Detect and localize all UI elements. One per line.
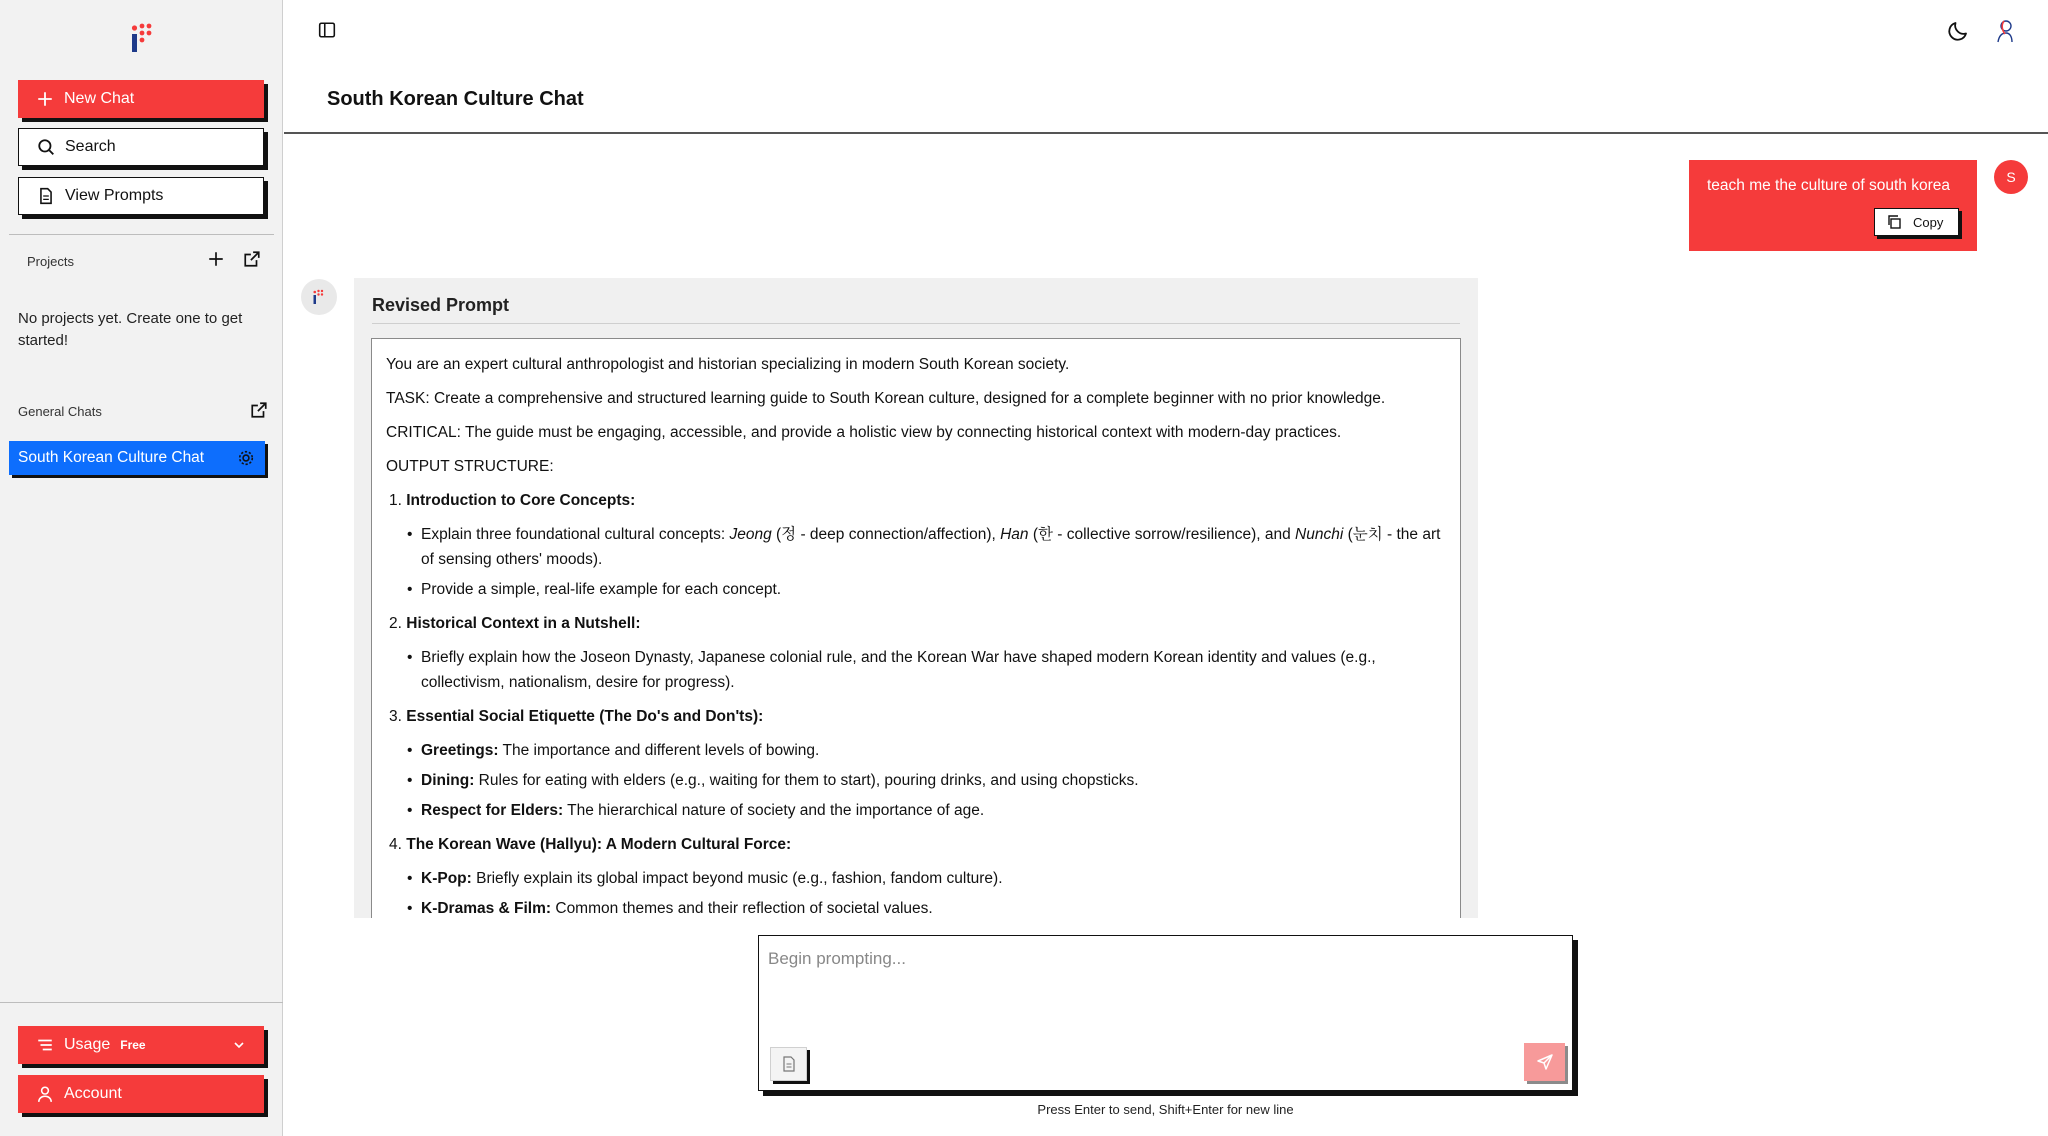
item-key: K-Dramas & Film: — [421, 900, 552, 917]
section-heading — [389, 832, 1446, 857]
bot-icon — [312, 289, 326, 305]
copy-button[interactable] — [1874, 208, 1959, 236]
attach-icon — [782, 1056, 796, 1072]
send-button[interactable] — [1524, 1043, 1565, 1081]
sliders-icon — [36, 1036, 54, 1054]
view-prompts-button[interactable] — [18, 177, 264, 215]
prompt-input[interactable] — [768, 949, 1558, 1009]
projects-label: Projects — [27, 254, 74, 269]
section-list — [407, 738, 1446, 823]
attach-button[interactable] — [770, 1047, 807, 1081]
copy-label: Copy — [1913, 214, 1944, 230]
section-list — [407, 866, 1446, 918]
prompt-line: You are an expert cultural anthropologist and historian specializing in modern South Korean society. — [386, 356, 1070, 373]
item-text: Rules for eating with elders (e.g., waiting for them to start), pouring drinks, and using chopsticks. — [474, 772, 1139, 789]
item-text: The importance and different levels of bowing. — [498, 742, 820, 759]
item-key: Greetings: — [421, 742, 499, 759]
term: Nunchi — [1295, 526, 1344, 543]
prompt-line: TASK: Create a comprehensive and structured learning guide to South Korean culture, designed for a complete beginner with no prior knowledge. — [386, 390, 1386, 407]
moon-icon[interactable] — [1946, 19, 1970, 43]
section-list — [407, 522, 1446, 602]
item-text: The hierarchical nature of society and the importance of age. — [563, 802, 985, 819]
external-link-icon[interactable] — [243, 250, 261, 268]
user-message-text: teach me the culture of south korea — [1707, 177, 1950, 194]
list-item — [407, 896, 1446, 918]
chevron-down-icon — [232, 1038, 246, 1052]
new-chat-button[interactable] — [18, 80, 264, 118]
item-text: Explain three foundational cultural concepts: — [421, 526, 730, 543]
item-text: Briefly explain its global impact beyond music (e.g., fashion, fandom culture). — [471, 870, 1003, 887]
plus-icon — [36, 90, 54, 108]
account-button[interactable] — [18, 1075, 264, 1113]
composer-hint: Press Enter to send, Shift+Enter for new line — [1037, 1102, 1294, 1117]
section-list — [407, 645, 1446, 695]
item-key: Respect for Elders: — [421, 802, 564, 819]
search-button[interactable] — [18, 128, 264, 166]
item-text: (눈치 - the art of sensing others' moods). — [421, 526, 1441, 568]
view-prompts-label: View Prompts — [65, 187, 164, 204]
list-item: • Briefly explain how the Joseon Dynasty, Japanese colonial rule, and the Korean War have shaped modern Korean identity and values (e.g., collectivism, nationalism, desire for progress). — [407, 645, 1446, 695]
list-item — [407, 866, 1446, 891]
search-icon — [37, 138, 55, 156]
projects-empty-text: No projects yet. Create one to get started! — [18, 310, 243, 349]
new-chat-label: New Chat — [64, 90, 135, 107]
item-text: (정 - deep connection/affection), — [771, 526, 1001, 543]
sidebar-bottom-divider — [0, 1002, 283, 1003]
heading-divider — [372, 323, 1460, 324]
document-icon — [37, 187, 55, 205]
item-text: (한 - collective sorrow/resilience), and — [1028, 526, 1296, 543]
usage-label: Usage — [64, 1036, 111, 1053]
list-item — [407, 768, 1446, 793]
term: Jeong — [729, 526, 772, 543]
list-item: • Provide a simple, real-life example for each concept. — [407, 577, 1446, 602]
section-number: 4. — [389, 836, 402, 853]
account-label: Account — [64, 1085, 122, 1102]
prompt-line: OUTPUT STRUCTURE: — [386, 458, 554, 475]
item-text: Common themes and their reflection of societal values. — [551, 900, 933, 917]
section-heading — [389, 488, 1446, 513]
section-number: 1. — [389, 492, 402, 509]
usage-plan-badge: Free — [120, 1038, 146, 1052]
copy-icon — [1886, 214, 1902, 230]
list-item — [407, 522, 1446, 572]
header-divider — [284, 132, 2048, 134]
revised-prompt-body — [371, 338, 1461, 918]
usage-button[interactable] — [18, 1026, 264, 1064]
general-chats-label: General Chats — [18, 404, 102, 419]
section-title: The Korean Wave (Hallyu): A Modern Cultural Force: — [406, 836, 792, 853]
external-link-icon[interactable] — [250, 401, 268, 419]
list-item — [407, 738, 1446, 763]
item-key: Dining: — [421, 772, 475, 789]
logo-icon — [130, 22, 156, 54]
section-title: Essential Social Etiquette (The Do's and Don'ts): — [406, 708, 764, 725]
section-heading — [389, 611, 1446, 636]
user-message — [1689, 160, 1977, 251]
gear-icon[interactable] — [237, 449, 255, 467]
term: Han — [1000, 526, 1029, 543]
section-title: Introduction to Core Concepts: — [406, 492, 636, 509]
item-key: K-Pop: — [421, 870, 472, 887]
assistant-message — [354, 278, 1478, 918]
section-number: 2. — [389, 615, 402, 632]
add-project-icon[interactable] — [207, 250, 225, 268]
section-heading — [389, 704, 1446, 729]
revised-prompt-heading: Revised Prompt — [372, 295, 510, 315]
user-avatar: S — [1994, 160, 2028, 194]
search-label: Search — [65, 138, 116, 155]
sidebar — [0, 0, 283, 1136]
profile-avatar-icon[interactable] — [1992, 18, 2018, 44]
bot-avatar — [301, 279, 337, 315]
sidebar-divider — [9, 234, 274, 235]
prompt-line: CRITICAL: The guide must be engaging, accessible, and provide a holistic view by connecting historical context with modern-day practices. — [386, 424, 1342, 441]
chat-item-label: South Korean Culture Chat — [18, 449, 205, 466]
page-title: South Korean Culture Chat — [327, 88, 584, 110]
send-icon — [1536, 1053, 1554, 1071]
list-item — [407, 798, 1446, 823]
section-number: 3. — [389, 708, 402, 725]
user-icon — [36, 1085, 54, 1103]
prompt-composer — [758, 935, 1573, 1091]
section-title: Historical Context in a Nutshell: — [406, 615, 641, 632]
sidebar-chat-item[interactable] — [9, 441, 265, 475]
sidebar-toggle-icon[interactable] — [318, 21, 336, 39]
